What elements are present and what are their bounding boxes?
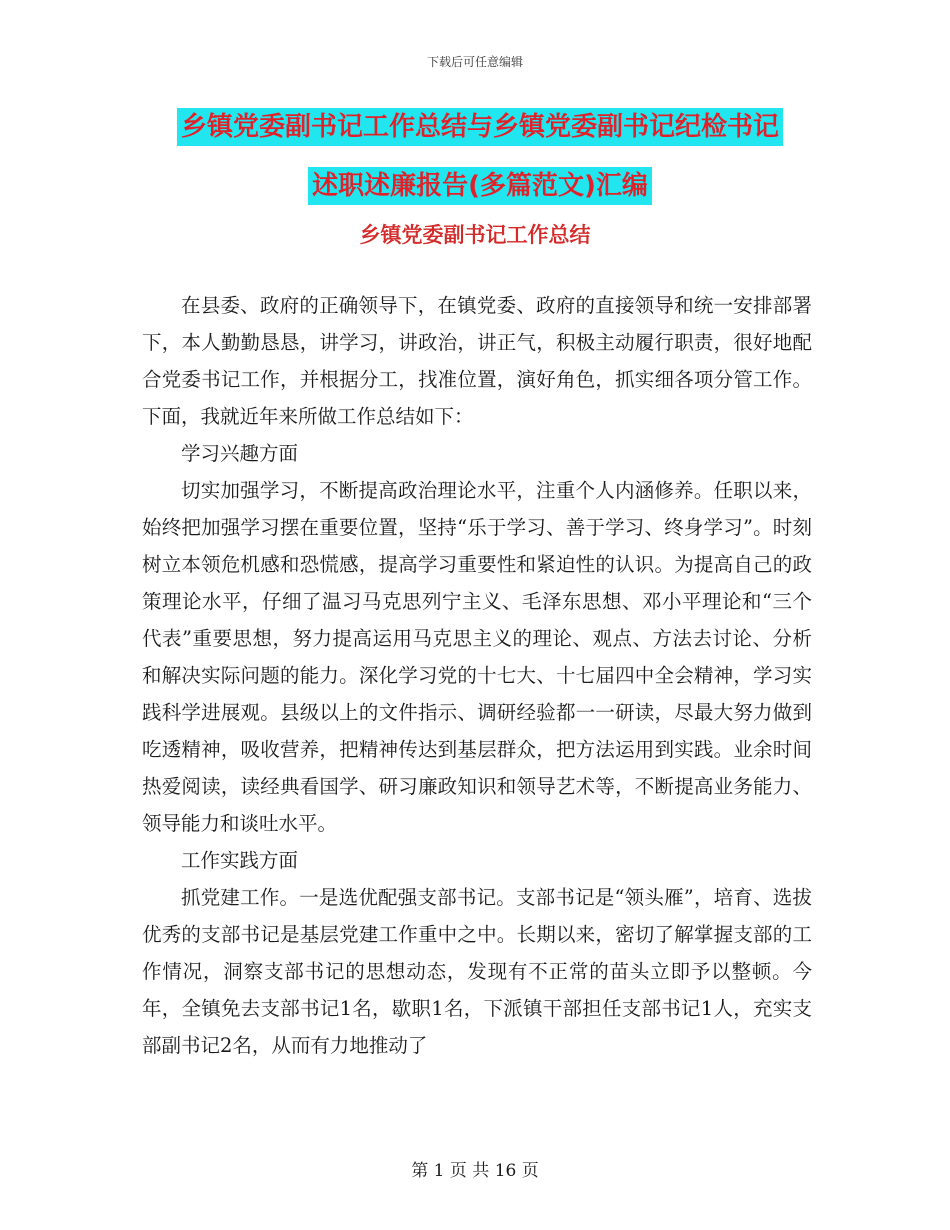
body-text xyxy=(142,287,812,1064)
section-title: 乡镇党委副书记工作总结 xyxy=(359,223,591,247)
document-title-line-1: 乡镇党委副书记工作总结与乡镇党委副书记纪检书记 xyxy=(177,108,783,146)
header-note: 下载后可任意编辑 xyxy=(426,55,523,69)
paragraph: 抓党建工作。一是选优配强支部书记。支部书记是“领头雁”，培育、选拔优秀的支部书记是基层党建工作重中之中。长期以来，密切了解掌握支部的工作情况，洞察支部书记的思想动态，发现有不正常的苗头立即予以整顿。今年，全镇免去支部书记1名，歇职1名，下派镇干部担任支部书记1人，充实支部副书记2名，从而有力地推动了 xyxy=(142,886,812,1057)
paragraph: 切实加强学习，不断提高政治理论水平，注重个人内涵修养。任职以来，始终把加强学习摆在重要位置，坚持“乐于学习、善于学习、终身学习”。时刻树立本领危机感和恐慌感，提高学习重要性和紧迫性的认识。为提高自己的政策理论水平，仔细了温习马克思列宁主义、毛泽东思想、邓小平理论和“三个代表”重要思想，努力提高运用马克思主义的理论、观点、方法去讨论、分析和解决实际问题的能力。深化学习党的十七大、十七届四中全会精神，学习实践科学进展观。县级以上的文件指示、调研经验都一一研读，尽最大努力做到吃透精神，吸收营养，把精神传达到基层群众，把方法运用到实践。业余时间热爱阅读，读经典看国学、研习廉政知识和领导艺术等，不断提高业务能力、领导能力和谈吐水平。 xyxy=(142,479,812,835)
subheading: 工作实践方面 xyxy=(181,849,299,872)
document-title-line-2: 述职述廉报告(多篇范文)汇编 xyxy=(308,167,652,205)
subheading: 学习兴趣方面 xyxy=(181,442,299,465)
paragraph: 在县委、政府的正确领导下，在镇党委、政府的直接领导和统一安排部署下，本人勤勤恳恳，讲学习，讲政治，讲正气，积极主动履行职责，很好地配合党委书记工作，并根据分工，找准位置，演好角色，抓实细各项分管工作。下面，我就近年来所做工作总结如下： xyxy=(142,294,812,428)
document-title xyxy=(140,104,820,222)
page-footer: 第 1 页 共 16 页 xyxy=(411,1161,539,1181)
